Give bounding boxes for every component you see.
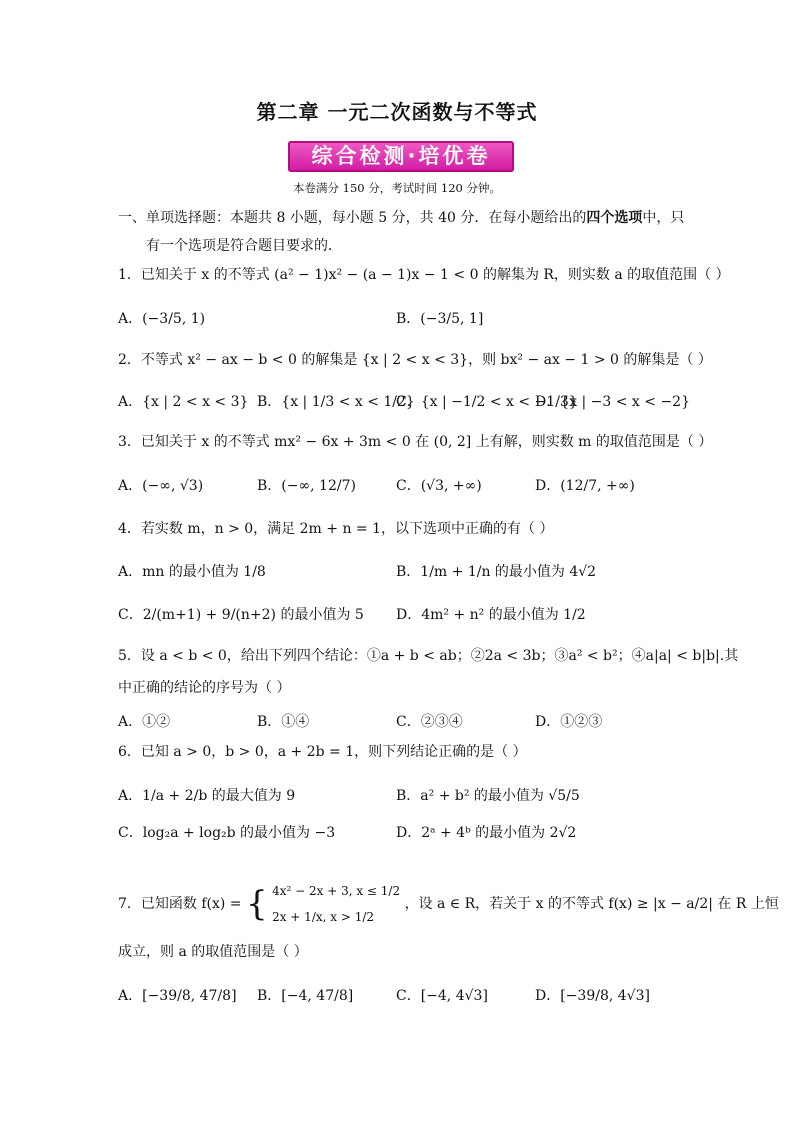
q4-option-b[interactable]: B．1/m + 1/n 的最小值为 4√2 <box>396 564 597 580</box>
piecewise-brace-icon: { <box>246 884 268 924</box>
q7-case-2: 2x + 1/x, x > 1/2 <box>272 910 375 924</box>
q4-option-d[interactable]: D．4m² + n² 的最小值为 1/2 <box>396 607 586 623</box>
q6-option-d[interactable]: D．2ᵃ + 4ᵇ 的最小值为 2√2 <box>396 825 577 841</box>
q7-piecewise <box>272 878 400 930</box>
section-heading-cont: 有一个选项是符合题目要求的． <box>146 238 342 254</box>
q2-option-c[interactable]: C．{x | −1/2 < x < −1/3} <box>396 394 578 410</box>
q3-option-d[interactable]: D．(12/7, +∞) <box>535 478 635 494</box>
q3-option-b[interactable]: B．(−∞, 12/7) <box>257 478 356 494</box>
q2-option-d[interactable]: D．{x | −3 < x < −2} <box>535 394 690 410</box>
q6-option-c[interactable]: C．log₂a + log₂b 的最小值为 −3 <box>118 825 336 841</box>
section-heading-part2: 中，只 <box>642 210 685 226</box>
q2-option-b[interactable]: B．{x | 1/3 < x < 1/2} <box>257 394 415 410</box>
q7-stem-b: ，设 a ∈ R，若关于 x 的不等式 f(x) ≥ |x − a/2| 在 R 上恒 <box>404 896 779 912</box>
q4-option-c[interactable]: C．2/(m+1) + 9/(n+2) 的最小值为 5 <box>118 607 364 623</box>
q5-option-d[interactable]: D．①②③ <box>535 714 603 730</box>
q4-stem: 4．若实数 m，n > 0，满足 2m + n = 1，以下选项中正确的有（ ） <box>118 521 554 537</box>
exam-info: 本卷满分 150 分，考试时间 120 分钟。 <box>292 181 502 195</box>
q7-option-a[interactable]: A．[−39/8, 47/8] <box>118 988 237 1004</box>
q3-option-c[interactable]: C．(√3, +∞) <box>396 478 482 494</box>
q5-stem-cont: 中正确的结论的序号为（ ） <box>118 680 291 696</box>
q3-option-a[interactable]: A．(−∞, √3) <box>118 478 204 494</box>
q6-option-a[interactable]: A．1/a + 2/b 的最大值为 9 <box>118 788 296 804</box>
section-heading-bold: 四个选项 <box>586 210 643 226</box>
q5-option-a[interactable]: A．①② <box>118 714 171 730</box>
q5-stem: 5．设 a < b < 0，给出下列四个结论：①a + b < ab；②2a < 3b；③a² < b²；④a|a| < b|b|.其 <box>118 648 739 664</box>
q6-option-b[interactable]: B．a² + b² 的最小值为 √5/5 <box>396 788 580 804</box>
q7-option-b[interactable]: B．[−4, 47/8] <box>257 988 354 1004</box>
q2-option-a[interactable]: A．{x | 2 < x < 3} <box>118 394 249 410</box>
exam-banner: 综合检测·培优卷 <box>288 141 514 172</box>
q1-stem: 1．已知关于 x 的不等式 (a² − 1)x² − (a − 1)x − 1 < 0 的解集为 R，则实数 a 的取值范围（ ） <box>118 267 730 283</box>
q1-option-b[interactable]: B．(−3/5, 1] <box>396 311 484 327</box>
q3-stem: 3．已知关于 x 的不等式 mx² − 6x + 3m < 0 在 (0, 2] 上有解，则实数 m 的取值范围是（ ） <box>118 434 713 450</box>
section-heading-part1: 一、单项选择题：本题共 8 小题，每小题 5 分，共 40 分．在每小题给出的 <box>118 210 587 226</box>
q7-stem-a: 7．已知函数 f(x) = <box>118 896 242 912</box>
page-title: 第二章 一元二次函数与不等式 <box>256 100 538 124</box>
q5-option-c[interactable]: C．②③④ <box>396 714 463 730</box>
q1-option-a[interactable]: A．(−3/5, 1) <box>118 311 206 327</box>
q6-stem: 6．已知 a > 0，b > 0，a + 2b = 1，则下列结论正确的是（ ） <box>118 744 527 760</box>
q7-stem-cont: 成立，则 a 的取值范围是（ ） <box>118 944 308 960</box>
q7-option-d[interactable]: D．[−39/8, 4√3] <box>535 988 650 1004</box>
q2-stem: 2．不等式 x² − ax − b < 0 的解集是 {x | 2 < x < 3}，则 bx² − ax − 1 > 0 的解集是（ ） <box>118 352 712 368</box>
q7-option-c[interactable]: C．[−4, 4√3] <box>396 988 488 1004</box>
q5-option-b[interactable]: B．①④ <box>257 714 310 730</box>
section-heading <box>118 207 684 229</box>
q7-stem <box>118 878 779 930</box>
q4-option-a[interactable]: A．mn 的最小值为 1/8 <box>118 564 266 580</box>
q7-case-1: 4x² − 2x + 3, x ≤ 1/2 <box>272 884 401 898</box>
